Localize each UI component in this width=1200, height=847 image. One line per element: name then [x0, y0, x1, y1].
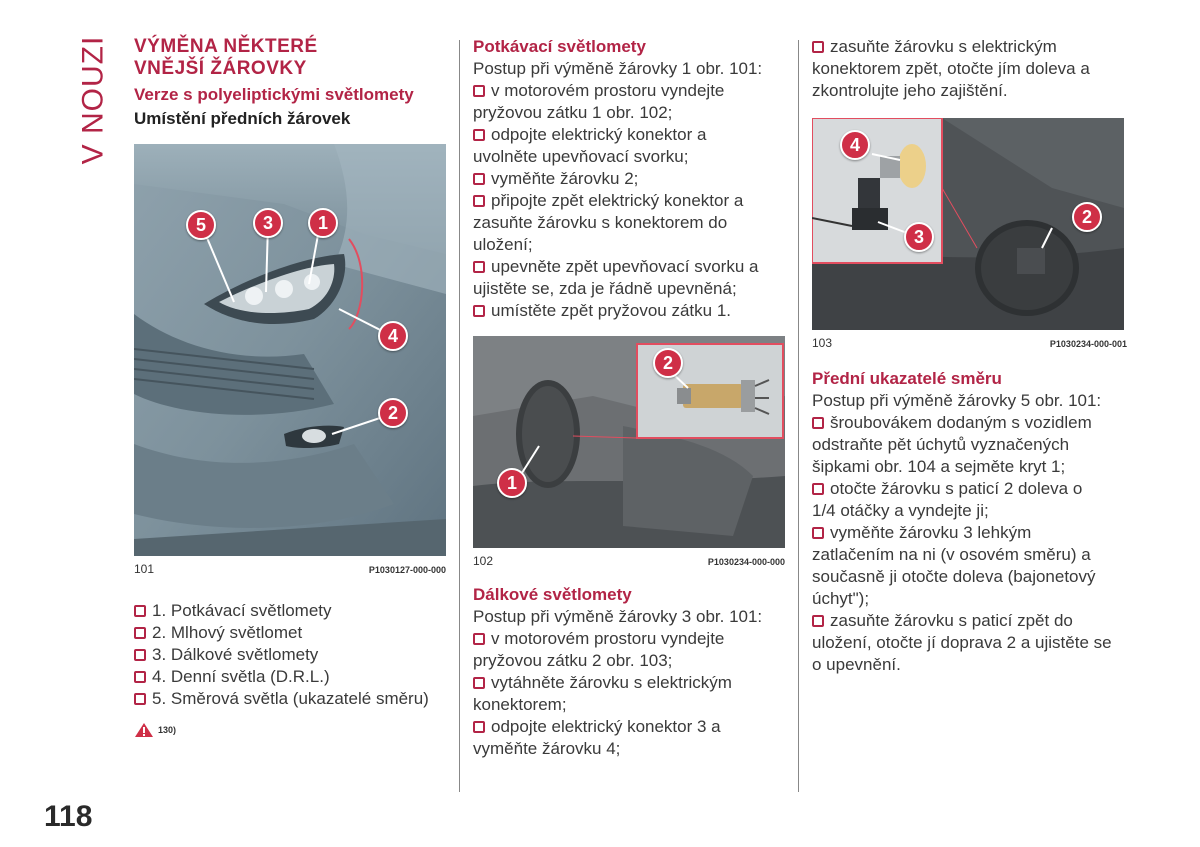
checkbox-icon — [473, 677, 485, 689]
procedure-step-text: ujistěte se, zda je řádně upevněná; — [473, 279, 737, 298]
procedure-step-text: pryžovou zátku 1 obr. 102; — [473, 103, 673, 122]
figure-number: 102 — [473, 554, 494, 568]
checkbox-icon — [812, 417, 824, 429]
procedure-step-text: v motorovém prostoru vyndejte — [491, 81, 725, 100]
procedure-step-text: vyměňte žárovku 2; — [491, 169, 639, 188]
procedure-step-text: konektorem; — [473, 695, 567, 714]
procedure-step — [473, 256, 785, 300]
procedure-step-line — [812, 500, 1127, 522]
headlight-photo — [134, 144, 446, 556]
callout-3: 3 — [904, 222, 934, 252]
procedure-steps — [812, 412, 1127, 676]
procedure-step-text: vyměňte žárovku 3 lehkým — [830, 523, 1032, 542]
section-title — [134, 36, 446, 80]
procedure-intro: Postup při výměně žárovky 3 obr. 101: — [473, 607, 763, 626]
subtitle: Verze s polyeliptickými světlomety — [134, 85, 414, 104]
procedure-step-text: zatlačením na ni (v osovém směru) a — [812, 545, 1091, 564]
procedure-step-text: 1/4 otáčky a vyndejte ji; — [812, 501, 989, 520]
column-divider — [459, 40, 460, 792]
checkbox-icon — [473, 633, 485, 645]
procedure-step-text: zkontrolujte jeho zajištění. — [812, 81, 1008, 100]
procedure-step-line — [473, 300, 785, 322]
procedure-step-text: konektorem zpět, otočte jím doleva a — [812, 59, 1090, 78]
procedure-step-line — [473, 738, 785, 760]
procedure-step-line — [812, 434, 1127, 456]
procedure-step-text: pryžovou zátku 2 obr. 103; — [473, 651, 673, 670]
procedure-step-line — [812, 544, 1127, 566]
procedure-step-line — [812, 456, 1127, 478]
list-item — [134, 622, 446, 644]
procedure-step-text: připojte zpět elektrický konektor a — [491, 191, 744, 210]
checkbox-icon — [812, 527, 824, 539]
procedure-steps — [812, 36, 1127, 102]
procedure-step-line — [473, 694, 785, 716]
procedure-step-line — [812, 412, 1127, 434]
warning-triangle-icon — [134, 722, 154, 738]
procedure-step-text: zasuňte žárovku s konektorem do — [473, 213, 728, 232]
callout-4: 4 — [840, 130, 870, 160]
list-item — [134, 666, 446, 688]
checkbox-icon — [134, 649, 146, 661]
procedure-step-line — [473, 672, 785, 694]
section-heading: Přední ukazatelé směru — [812, 369, 1002, 388]
procedure-intro: Postup při výměně žárovky 5 obr. 101: — [812, 391, 1102, 410]
callout-2: 2 — [378, 398, 408, 428]
list-item — [134, 600, 446, 622]
procedure-step — [473, 80, 785, 124]
checkbox-icon — [134, 627, 146, 639]
procedure-step-line — [473, 650, 785, 672]
procedure-step — [812, 36, 1127, 102]
figure-caption — [473, 554, 785, 568]
procedure-step-text: vytáhněte žárovku s elektrickým — [491, 673, 732, 692]
checkbox-icon — [473, 195, 485, 207]
procedure-step-line — [812, 522, 1127, 544]
procedure-step-line — [473, 190, 785, 212]
figure-caption — [134, 562, 446, 576]
callout-4: 4 — [378, 321, 408, 351]
list-item-text: 4. Denní světla (D.R.L.) — [152, 667, 330, 686]
procedure-step-text: vyměňte žárovku 4; — [473, 739, 621, 758]
list-item-text: 1. Potkávací světlomety — [152, 601, 332, 620]
page-number: 118 — [44, 800, 93, 833]
procedure-step-text: úchyt"); — [812, 589, 870, 608]
chapter-side-tab-label: V NOUZI — [76, 35, 110, 165]
checkbox-icon — [812, 483, 824, 495]
callout-1: 1 — [308, 208, 338, 238]
figure-103 — [812, 118, 1124, 330]
procedure-step-line — [473, 716, 785, 738]
column-1 — [134, 36, 446, 738]
procedure-step-line — [473, 256, 785, 278]
procedure-step-line — [473, 628, 785, 650]
procedure-step-text: uložení, otočte jí doprava 2 a ujistěte se — [812, 633, 1112, 652]
procedure-step-line — [812, 654, 1127, 676]
procedure-step — [812, 610, 1127, 676]
list-item-text: 5. Směrová světla (ukazatelé směru) — [152, 689, 429, 708]
procedure-step — [473, 190, 785, 256]
procedure-step-text: šipkami obr. 104 a sejměte kryt 1; — [812, 457, 1066, 476]
bulb-list — [134, 600, 446, 710]
procedure-step-text: o upevnění. — [812, 655, 901, 674]
procedure-step-text: uložení; — [473, 235, 533, 254]
checkbox-icon — [473, 305, 485, 317]
figure-101 — [134, 144, 446, 556]
checkbox-icon — [812, 615, 824, 627]
checkbox-icon — [473, 173, 485, 185]
callout-2: 2 — [1072, 202, 1102, 232]
procedure-step-line — [473, 102, 785, 124]
rear-headlight-photo — [473, 336, 785, 548]
procedure-step-text: zasuňte žárovku s elektrickým — [830, 37, 1057, 56]
column-3 — [812, 36, 1127, 676]
procedure-step-text: současně ji otočte doleva (bajonetový — [812, 567, 1096, 586]
procedure-step — [473, 124, 785, 168]
procedure-step-line — [812, 36, 1127, 58]
figure-number: 103 — [812, 336, 833, 350]
checkbox-icon — [473, 721, 485, 733]
warning-ref-text: 130) — [158, 725, 177, 735]
procedure-step-text: zasuňte žárovku s paticí zpět do — [830, 611, 1073, 630]
procedure-step-text: uvolněte upevňovací svorku; — [473, 147, 689, 166]
procedure-step-line — [473, 146, 785, 168]
procedure-step-text: odstraňte pět úchytů vyznačených — [812, 435, 1070, 454]
warning-reference — [134, 722, 446, 738]
procedure-step-text: odpojte elektrický konektor 3 a — [491, 717, 721, 736]
procedure-step-line — [473, 124, 785, 146]
callout-1: 1 — [497, 468, 527, 498]
procedure-step — [473, 716, 785, 760]
list-item — [134, 688, 446, 710]
procedure-intro: Postup při výměně žárovky 1 obr. 101: — [473, 59, 763, 78]
figure-code: P1030127-000-000 — [368, 565, 446, 575]
figure-caption — [812, 336, 1127, 350]
procedure-step-text: šroubovákem dodaným s vozidlem — [830, 413, 1092, 432]
procedure-step-line — [812, 566, 1127, 588]
procedure-step-text: otočte žárovku s paticí 2 doleva o — [830, 479, 1083, 498]
procedure-step-text: umístěte zpět pryžovou zátku 1. — [491, 301, 732, 320]
procedure-step-line — [812, 588, 1127, 610]
procedure-step-line — [473, 278, 785, 300]
procedure-step-line — [473, 234, 785, 256]
callout-5: 5 — [186, 210, 216, 240]
column-divider — [798, 40, 799, 792]
procedure-step-line — [812, 58, 1127, 80]
procedure-step — [473, 168, 785, 190]
procedure-step-line — [473, 80, 785, 102]
checkbox-icon — [134, 605, 146, 617]
column-2 — [473, 36, 785, 760]
checkbox-icon — [812, 41, 824, 53]
list-item-text: 2. Mlhový světlomet — [152, 623, 303, 642]
checkbox-icon — [134, 693, 146, 705]
list-item — [134, 644, 446, 666]
section-heading: Potkávací světlomety — [473, 37, 646, 56]
callout-3: 3 — [253, 208, 283, 238]
section-title-line: VNĚJŠÍ ŽÁROVKY — [134, 58, 307, 79]
figure-code: P1030234-000-001 — [1049, 339, 1127, 349]
callout-2: 2 — [653, 348, 683, 378]
procedure-step-text: odpojte elektrický konektor a — [491, 125, 707, 144]
procedure-step-line — [812, 80, 1127, 102]
checkbox-icon — [134, 671, 146, 683]
procedure-step — [812, 412, 1127, 478]
checkbox-icon — [473, 85, 485, 97]
checkbox-icon — [473, 129, 485, 141]
subheading: Umístění předních žárovek — [134, 109, 351, 128]
list-item-text: 3. Dálkové světlomety — [152, 645, 319, 664]
procedure-step-line — [473, 212, 785, 234]
chapter-side-tab — [76, 35, 110, 165]
procedure-step-text: v motorovém prostoru vyndejte — [491, 629, 725, 648]
section-title-line: VÝMĚNA NĚKTERÉ — [134, 36, 318, 57]
procedure-steps — [473, 628, 785, 760]
procedure-step-text: upevněte zpět upevňovací svorku a — [491, 257, 759, 276]
procedure-step-line — [812, 478, 1127, 500]
procedure-step — [473, 300, 785, 322]
procedure-step — [473, 672, 785, 716]
procedure-step-line — [812, 632, 1127, 654]
procedure-step — [473, 628, 785, 672]
procedure-step — [812, 522, 1127, 610]
figure-102 — [473, 336, 785, 548]
procedure-step-line — [473, 168, 785, 190]
checkbox-icon — [473, 261, 485, 273]
figure-code: P1030234-000-000 — [707, 557, 785, 567]
section-heading: Dálkové světlomety — [473, 585, 632, 604]
procedure-step-line — [812, 610, 1127, 632]
figure-number: 101 — [134, 562, 155, 576]
procedure-step — [812, 478, 1127, 522]
procedure-steps — [473, 80, 785, 322]
